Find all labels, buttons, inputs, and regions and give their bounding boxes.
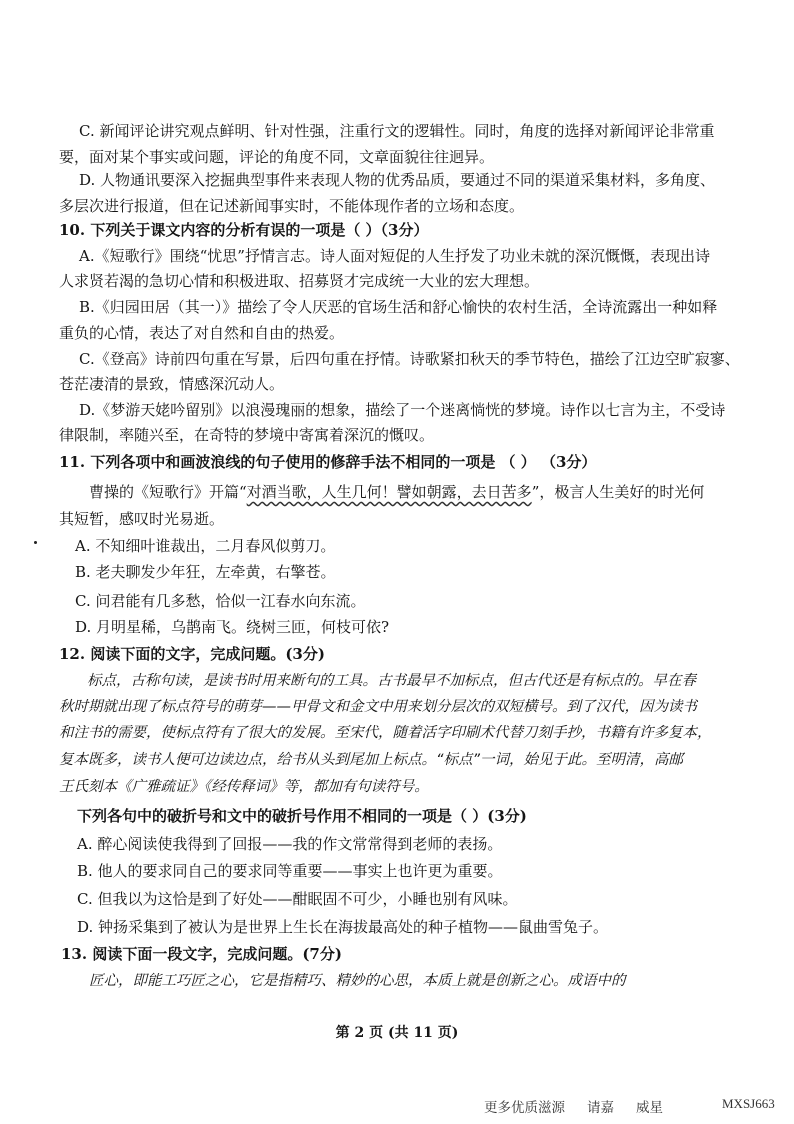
option-10c-line1: C.《登高》诗前四句重在写景，后四句重在抒情。诗歌紧扣秋天的季节特色，描绘了江边空旷寂寥、 [79,350,740,368]
watermark-code: MXSJ663 [722,1096,775,1111]
passage-12-line2: 秋时期就出现了标点符号的萌芽——甲骨文和金文中用来划分层次的双短横号。到了汉代，因为读书 [59,699,697,715]
watermark [484,1096,685,1116]
passage-12-line3: 和注书的需要，使标点符有了很大的发展。至宋代，随着活字印刷术代替刀刻手抄，书籍有许多复本， [59,725,712,741]
option-12a: A. 醉心阅读使我得到了回报——我的作文常常得到老师的表扬。 [77,835,503,853]
passage-11-line1 [0,482,794,504]
passage-11-line2: 其短暂，感叹时光易逝。 [59,510,225,528]
option-10d-line1: D.《梦游天姥吟留别》以浪漫瑰丽的想象，描绘了一个迷离惝恍的梦境。诗作以七言为主，不受诗 [79,401,726,419]
option-10d-line2: 律限制，率随兴至，在奇特的梦境中寄寓着深沉的慨叹。 [59,426,435,444]
option-10a-line2: 人求贤若渴的急切心情和积极进取、招募贤才完成统一大业的宏大理想。 [59,272,540,290]
option-12d: D. 钟扬采集到了被认为是世界上生长在海拔最高处的种子植物——鼠曲雪兔子。 [77,918,609,936]
question-10: 10. 下列关于课文内容的分析有误的一项是（ ）（3分） [59,221,429,239]
option-9c-line1: C. 新闻评论讲究观点鲜明、针对性强，注重行文的逻辑性。同时，角度的选择对新闻评论非常重 [79,122,715,140]
passage-13-line1: 匠心，即能工巧匠之心，它是指精巧、精妙的心思，本质上就是创新之心。成语中的 [89,973,626,989]
question-11: 11. 下列各项中和画波浪线的句子使用的修辞手法不相同的一项是 （ ） （3分） [59,453,597,471]
question-13: 13. 阅读下面一段文字，完成问题。(7分) [61,945,342,963]
option-10a-line1: A.《短歌行》围绕“忧思”抒情言志。诗人面对短促的人生抒发了功业未就的深沉慨慨，表现出诗 [79,247,710,265]
question-12-sub: 下列各句中的破折号和文中的破折号作用不相同的一项是（ ）(3分) [77,807,527,825]
wavy-underlined-sentence: 对酒当歌，人生几何！譬如朝露，去日苦多 [246,483,532,501]
passage-11-suffix: ”，极言人生美好的时光何 [531,483,705,501]
watermark-text-1: 更多优质滋源 [484,1100,565,1116]
option-12b: B. 他人的要求同自己的要求同等重要——事实上也许更为重要。 [77,862,503,880]
option-11c: C. 问君能有几多愁，恰似一江春水向东流。 [75,592,366,610]
watermark-text-2: 请嘉 [587,1100,614,1116]
option-12c: C. 但我以为这恰是到了好处——酣眠固不可少，小睡也别有风味。 [77,890,518,908]
option-9c-line2: 要，面对某个事实或问题，评论的角度不同，文章面貌往往迥异。 [59,148,495,166]
option-11a: A. 不知细叶谁裁出，二月春风似剪刀。 [75,537,336,555]
option-9d-line1: D. 人物通讯要深入挖掘典型事件来表现人物的优秀品质，要通过不同的渠道采集材料，多角度、 [79,171,716,189]
option-11b: B. 老夫聊发少年狂，左牵黄，右擎苍。 [75,563,336,581]
passage-11-prefix: 曹操的《短歌行》开篇“ [89,483,247,501]
passage-12-line5: 王氏刻本《广雅疏证》《经传释词》等，都加有句读符号。 [59,779,429,795]
option-9d-line2: 多层次进行报道，但在记述新闻事实时，不能体现作者的立场和态度。 [59,197,525,215]
option-10c-line2: 苍茫凄清的景致，情感深沉动人。 [59,375,285,393]
passage-12-line4: 复本既多，读书人便可边读边点，给书从头到尾加上标点。“标点”一词，始见于此。至明清，高邮 [59,752,684,768]
page-number: 第 2 页 (共 11 页) [335,1025,459,1041]
passage-12-line1: 标点，古称句读，是读书时用来断句的工具。古书最早不加标点，但古代还是有标点的。早在春 [87,673,696,689]
option-11d: D. 月明星稀，乌鹊南飞。绕树三匝，何枝可依? [75,618,390,636]
watermark-text-3: 威星 [636,1100,663,1116]
question-12: 12. 阅读下面的文字，完成问题。(3分) [59,645,325,663]
option-10b-line1: B.《归园田居（其一）》描绘了令人厌恶的官场生活和舒心愉快的农村生活，全诗流露出一种如释 [79,298,718,316]
option-10b-line2: 重负的心情，表达了对自然和自由的热爱。 [59,324,345,342]
